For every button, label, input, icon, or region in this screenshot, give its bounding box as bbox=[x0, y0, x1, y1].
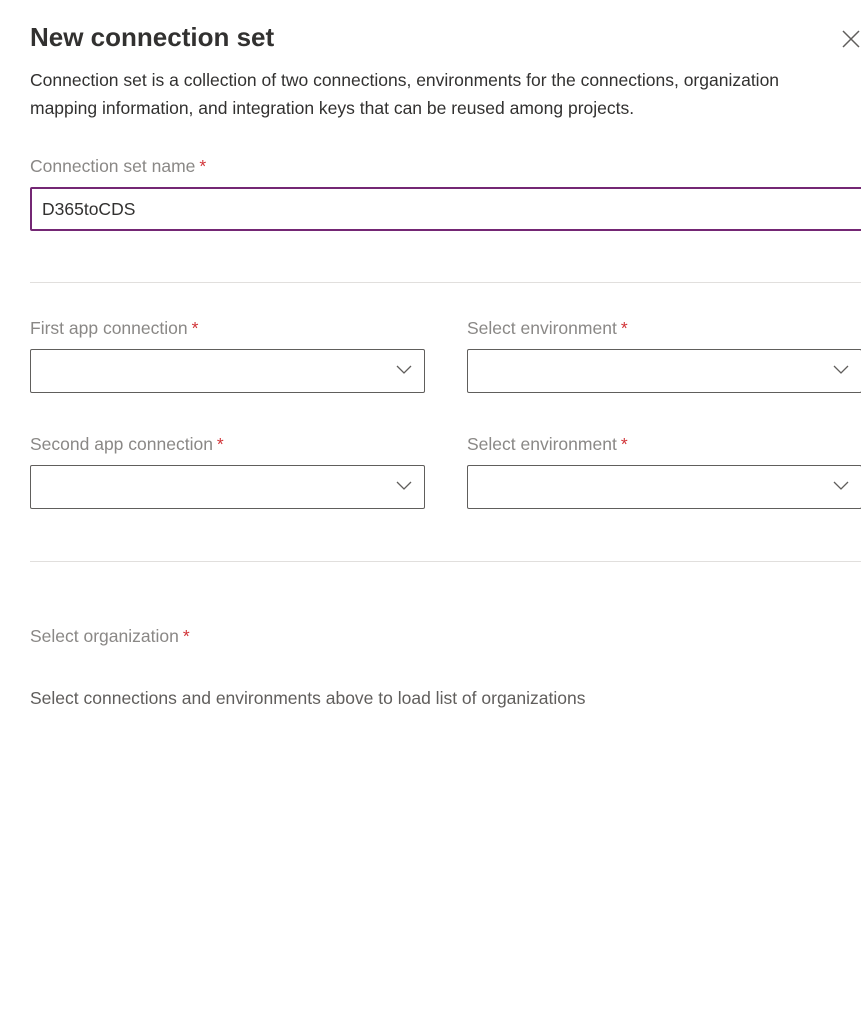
organization-hint: Select connections and environments above to load list of organizations bbox=[30, 688, 586, 708]
first-environment-label: Select environment * bbox=[467, 318, 628, 338]
chevron-down-icon bbox=[396, 365, 412, 375]
chevron-down-icon bbox=[833, 365, 849, 375]
first-environment-dropdown[interactable] bbox=[467, 349, 861, 393]
close-button[interactable] bbox=[842, 30, 861, 50]
divider bbox=[30, 561, 861, 562]
close-icon bbox=[842, 30, 860, 48]
second-app-connection-label: Second app connection * bbox=[30, 434, 224, 454]
second-environment-label: Select environment * bbox=[467, 434, 628, 454]
connection-set-name-input[interactable] bbox=[30, 187, 861, 231]
divider bbox=[30, 282, 861, 283]
second-environment-dropdown[interactable] bbox=[467, 465, 861, 509]
chevron-down-icon bbox=[396, 481, 412, 491]
chevron-down-icon bbox=[833, 481, 849, 491]
second-app-connection-dropdown[interactable] bbox=[30, 465, 425, 509]
required-marker: * bbox=[199, 156, 207, 176]
first-app-connection-label: First app connection * bbox=[30, 318, 199, 338]
select-organization-label: Select organization * bbox=[30, 626, 190, 646]
connection-set-name-label: Connection set name * bbox=[30, 156, 207, 176]
panel-title: New connection set bbox=[30, 22, 275, 52]
first-app-connection-dropdown[interactable] bbox=[30, 349, 425, 393]
panel-description: Connection set is a collection of two connections, environments for the connections, organization mapping information, and integration keys that can be reused among projects. bbox=[30, 70, 780, 118]
